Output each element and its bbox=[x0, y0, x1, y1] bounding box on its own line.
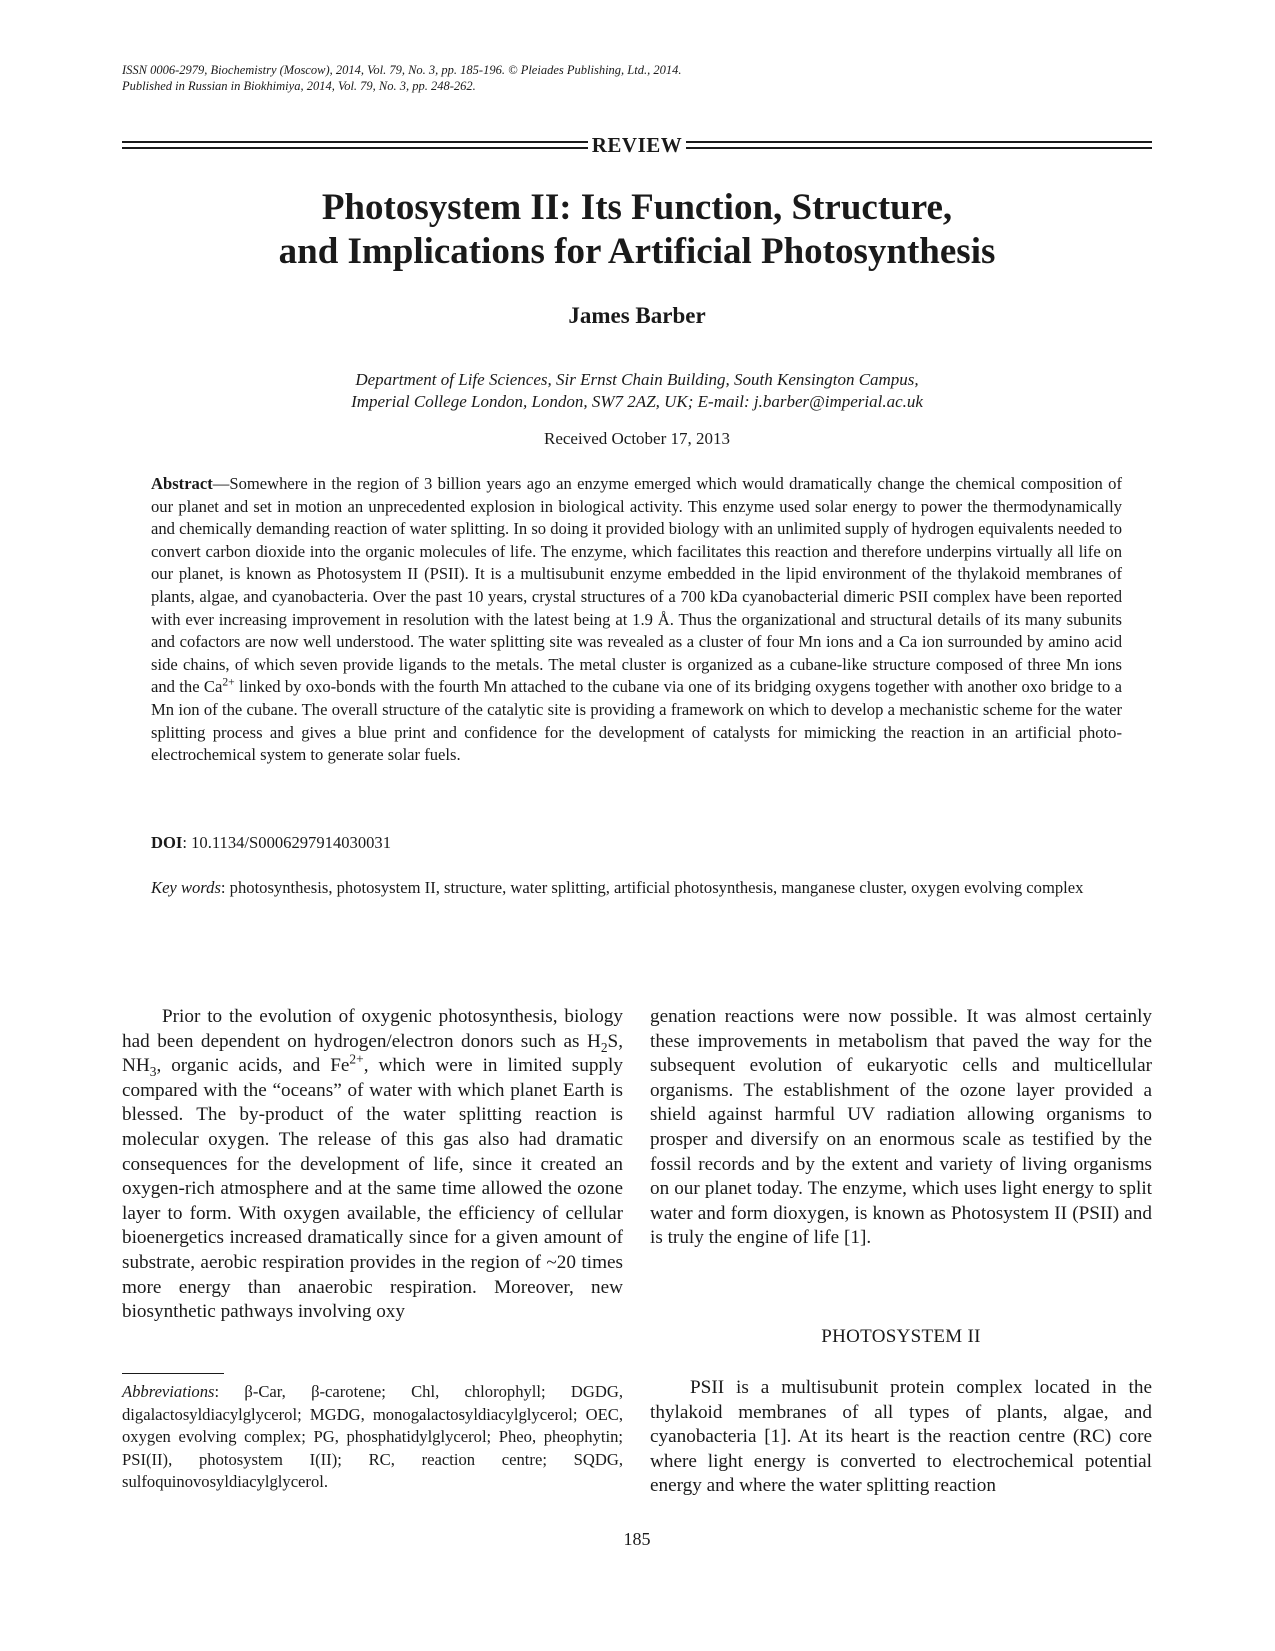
article-title-line-2: and Implications for Artificial Photosynthesis bbox=[278, 231, 996, 272]
journal-header-line-2: Published in Russian in Biokhimiya, 2014, Vol. 79, No. 3, pp. 248-262. bbox=[122, 79, 476, 93]
review-label: REVIEW bbox=[591, 133, 683, 157]
journal-header-line-1: ISSN 0006-2979, Biochemistry (Moscow), 2014, Vol. 79, No. 3, pp. 185-196. © Pleiades Publishing, Ltd., 2014. bbox=[122, 63, 682, 77]
body-left-text-1: Prior to the evolution of oxygenic photosynthesis, biology had been dependent on hydrogen/electron donors such as H bbox=[122, 1006, 623, 1052]
body-left-column bbox=[122, 1005, 623, 1325]
abstract-text-1: Somewhere in the region of 3 billion years ago an enzyme emerged which would dramatically change the chemical composition of our planet and set in motion an unprecedented explosion in biological activity. This enzyme used solar energy to power the thermodynamically and chemically demanding reaction of water splitting. In so doing it provided biology with an unlimited supply of hydrogen equivalents needed to convert carbon dioxide into the organic molecules of life. The enzyme, which facilitates this reaction and therefore underpins virtually all life on our planet, is known as Photosystem II (PSII). It is a multisubunit enzyme embedded in the lipid environment of the thylakoid membranes of plants, algae, and cyanobacteria. Over the past 10 years, crystal structures of a 700 kDa cyanobacterial dimeric PSII complex have been reported with ever increasing improvement in resolution with the latest being at 1.9 Å. Thus the organizational and structural details of its many subunits and cofactors are now well understood. The water splitting site was revealed as a cluster of four Mn ions and a Ca ion surrounded by amino acid side chains, of which seven provide ligands to the metals. The metal cluster is organized as a cubane-like structure composed of three Mn ions and the Ca bbox=[151, 474, 1122, 697]
abbreviations-label: Abbreviations bbox=[122, 1382, 215, 1401]
abstract-text-2: linked by oxo-bonds with the fourth Mn attached to the cubane via one of its bridging oxygens together with another oxo bridge to a Mn ion of the cubane. The overall structure of the catalytic site is providing a framework on which to develop a mechanistic scheme for the water splitting process and gives a blue print and confidence for the development of catalysts for mimicking the reaction in an artificial photo-electrochemical system to generate solar fuels. bbox=[151, 677, 1122, 765]
body-right-paragraph-2: PSII is a multisubunit protein complex located in the thylakoid membranes of all types of plants, algae, and cyanobacteria [1]. At its heart is the reaction centre (RC) core where light energy is converted to electrochemical potential energy and where the water splitting reaction bbox=[650, 1377, 1152, 1497]
superscript-2plus: 2+ bbox=[349, 1051, 364, 1067]
double-rule-right bbox=[686, 141, 1152, 149]
doi bbox=[151, 832, 391, 854]
keywords-label: Key words bbox=[151, 878, 221, 897]
doi-label: DOI bbox=[151, 833, 183, 852]
author-name: James Barber bbox=[568, 303, 706, 328]
subscript-2a: 2 bbox=[600, 1039, 608, 1055]
abbreviations-footnote bbox=[122, 1381, 623, 1494]
article-title-line-1: Photosystem II: Its Function, Structure, bbox=[321, 187, 953, 228]
footnote-rule bbox=[122, 1373, 224, 1374]
body-left-text-4: , which were in limited supply compared with the “oceans” of water with which planet Earth is blessed. The by-product of the water splitting reaction is molecular oxygen. The release of this gas also had dramatic consequences for the development of life, since it created an oxygen-rich atmosphere and at the same time allowed the ozone layer to form. With oxygen available, the efficiency of cellular bioenergetics increased dramatically since for a given amount of substrate, aerobic respiration provides in the region of ~20 times more energy than anaerobic respiration. Moreover, new biosynthetic pathways involving oxy bbox=[122, 1055, 623, 1323]
doi-value: : 10.1134/S0006297914030031 bbox=[182, 833, 392, 852]
affiliation-line-2: Imperial College London, London, SW7 2AZ, UK; E-mail: j.barber@imperial.ac.uk bbox=[351, 392, 923, 411]
body-right-paragraph-1: genation reactions were now possible. It was almost certainly these improvements in metabolism that paved the way for the subsequent evolution of eukaryotic cells and multicellular organisms. The establishment of the ozone layer provided a shield against harmful UV radiation allowing organisms to prosper and diversify on an enormous scale as testified by the fossil records and by the extent and variety of living organisms on our planet today. The enzyme, which uses light energy to split water and form dioxygen, is known as Photosystem II (PSII) and is truly the engine of life [1]. bbox=[650, 1006, 1152, 1249]
page-number: 185 bbox=[623, 1529, 651, 1549]
review-banner bbox=[122, 132, 1152, 158]
double-rule-left bbox=[122, 141, 588, 149]
abbreviations-text: : β-Car, β-carotene; Chl, chlorophyll; DGDG, digalactosyldiacylglycerol; MGDG, monogalactosyldiacylglycerol; OEC, oxygen evolving complex; PG, phosphatidylglycerol; Pheo, pheophytin; PSI(II), photosystem I(II); RC, reaction centre; SQDG, sulfoquinovosyldiacylglycerol. bbox=[122, 1382, 623, 1492]
abstract bbox=[151, 473, 1122, 767]
body-left-text-2: S, NH bbox=[122, 1030, 623, 1077]
abstract-dash: — bbox=[212, 474, 230, 493]
body-left-text-3: , organic acids, and Fe bbox=[156, 1055, 350, 1077]
abstract-superscript: 2+ bbox=[222, 675, 235, 689]
subscript-3: 3 bbox=[149, 1064, 157, 1080]
abstract-label: Abstract bbox=[151, 474, 213, 493]
affiliation-line-1: Department of Life Sciences, Sir Ernst Chain Building, South Kensington Campus, bbox=[355, 370, 919, 389]
keywords-value: : photosynthesis, photosystem II, structure, water splitting, artificial photosynthesis, manganese cluster, oxygen evolving complex bbox=[220, 878, 1084, 897]
section-heading: PHOTOSYSTEM II bbox=[821, 1326, 981, 1347]
keywords bbox=[151, 877, 1122, 900]
received-date: Received October 17, 2013 bbox=[544, 429, 730, 448]
